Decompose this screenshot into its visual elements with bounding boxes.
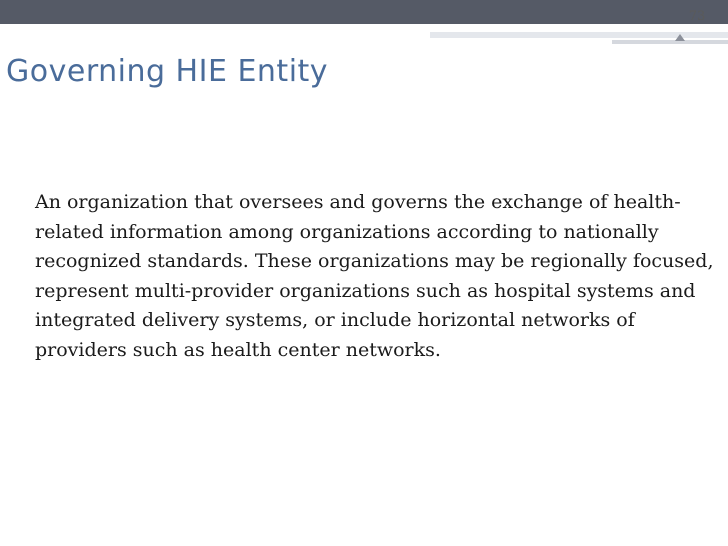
page-marker-triangle-icon	[675, 34, 685, 41]
page-number: 73	[688, 9, 706, 24]
slide-title: Governing HIE Entity	[6, 54, 329, 89]
slide-body-text: An organization that oversees and governs the exchange of health-related information among organizations according to nationally recognized standards. These organizations may be regionally focused, represent multi-provider organizations such as hospital systems and integrated delivery systems, or include horizontal networks of providers such as health center networks.	[35, 191, 714, 361]
header-band	[0, 0, 728, 24]
header-accent-line-short	[612, 40, 728, 44]
